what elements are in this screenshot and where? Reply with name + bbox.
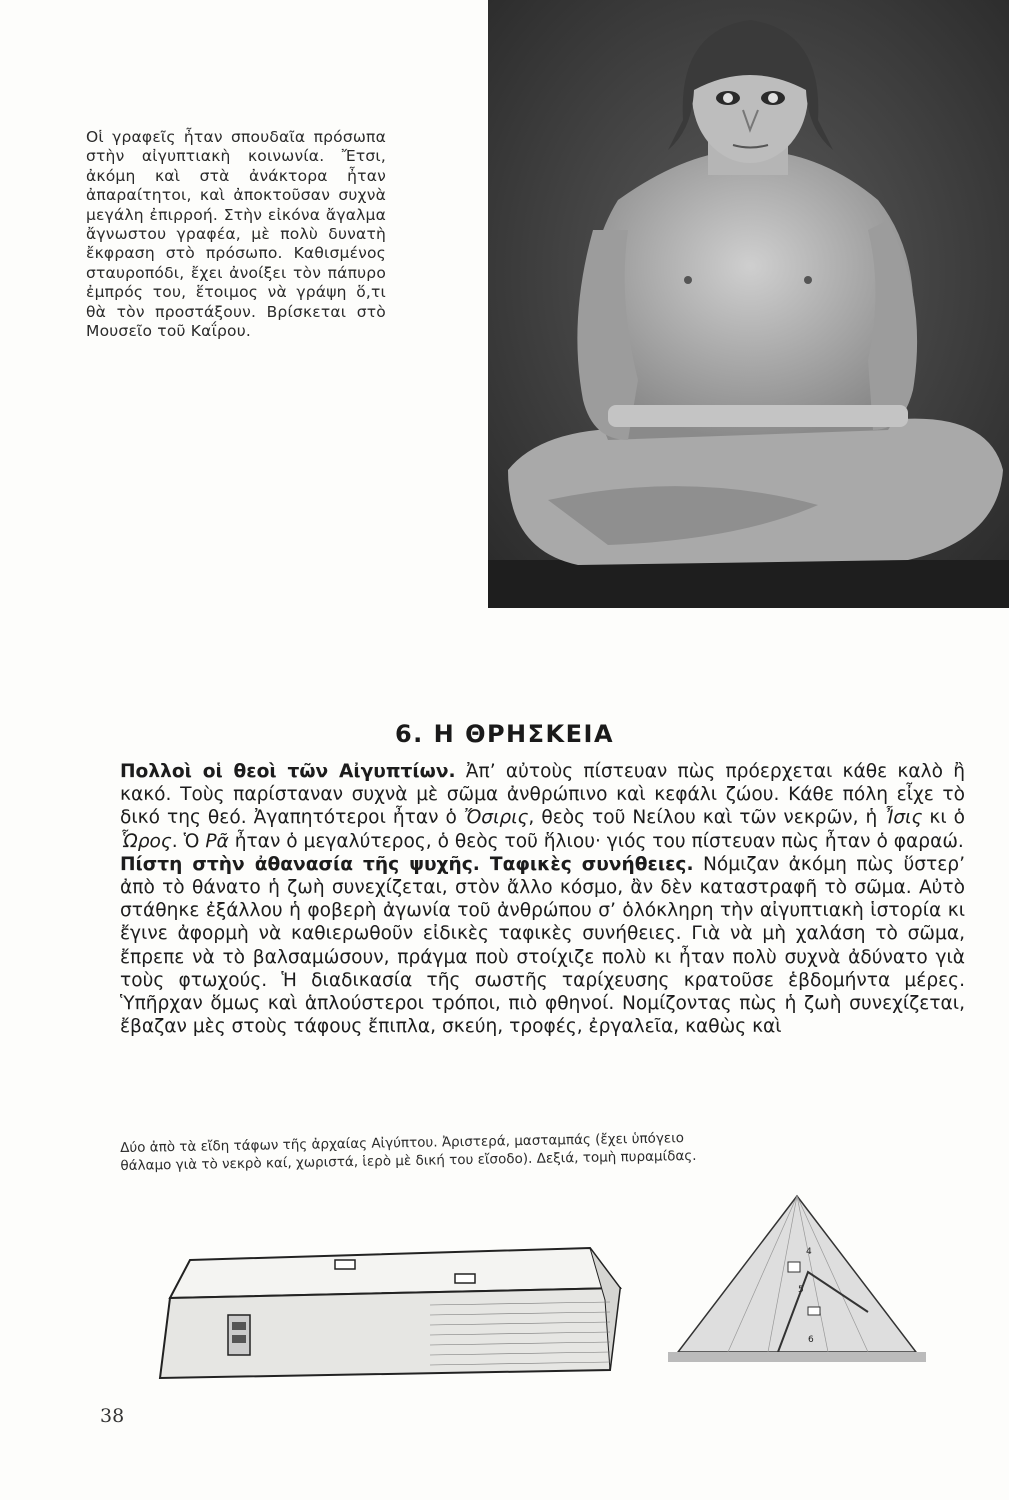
text-span: Νόμιζαν ἀκόμη πὼς ὕστερ’ ἀπὸ τὸ θάνατο ἡ ζωὴ συνεχίζεται, στὸν ἄλλο κόσμο, ἂν δὲν καταστραφῆ τὸ σῶμα. Αὐτὸ στάθηκε ἐξάλλου ἡ φοβερὴ ἀγωνία τοῦ ἀνθρώπου σ’ ὁλόκληρη τὴν αἰγυπτιακὴ ἱστορία κι ἔγινε ἀφορμὴ νὰ καθιερωθοῦν εἰδικὲς ταφικὲς συνήθειες. Γιὰ νὰ μὴ χαλάση τὸ σῶμα, ἔπρεπε νὰ τὸ βαλσαμώσουν, πράγμα ποὺ στοίχιζε πολὺ κι ἦταν πολὺ συχνὰ ἀδύνατο γιὰ τοὺς φτωχούς. Ἡ διαδικασία τῆς σωστῆς ταρίχευσης κρατοῦσε ἑβδομήντα μέρες. Ὑπῆρχαν ὅμως καὶ ἁπλούστεροι τρόποι, πιὸ φθηνοί. Νομίζοντας πὼς ἡ ζωὴ συνεχίζεται, ἔβαζαν μὲς στοὺς τάφους ἔπιπλα, σκεύη, τροφές, ἐργαλεῖα, καθὼς καὶ: [120, 853, 965, 1038]
mastaba-drawing: [150, 1230, 630, 1385]
ra-name: Ρᾶ: [205, 830, 229, 852]
paragraph-burial-heading: Πίστη στὴν ἀθανασία τῆς ψυχῆς. Ταφικὲς συνήθειες.: [120, 853, 694, 875]
paragraph-burial: [120, 853, 965, 1039]
horus-name: Ὧρος: [120, 830, 172, 852]
paragraph-gods-heading: Πολλοὶ οἱ θεοὶ τῶν Αἰγυπτίων.: [120, 761, 456, 782]
pyramid-section-drawing: [668, 1192, 926, 1362]
text-span: , θεὸς τοῦ Νείλου καὶ τῶν νεκρῶν, ἡ: [528, 807, 885, 829]
paragraph-gods: [120, 760, 965, 853]
tombs-caption: Δύο ἀπὸ τὰ εἴδη τάφων τῆς ἀρχαίας Αἰγύπτου. Ἀριστερά, μασταμπάς (ἔχει ὑπόγειο θάλαμο γιὰ τὸ νεκρὸ καί, χωριστά, ἱερὸ μὲ δική του εἴσοδο). Δεξιά, τομὴ πυραμίδας.: [120, 1130, 697, 1174]
text-span: ἦταν ὁ μεγαλύτερος, ὁ θεὸς τοῦ ἥλιου· γιός του πίστευαν πὼς ἦταν ὁ φαραώ.: [228, 830, 964, 852]
scribe-statue-photo: [488, 0, 1009, 608]
photo-caption: Οἱ γραφεῖς ἦταν σπουδαῖα πρόσωπα στὴν αἰγυπτιακὴ κοινωνία. Ἔτσι, ἀκόμη καὶ στὰ ἀνάκτορα ἦταν ἀπαραίτητοι, καὶ ἀποκτοῦσαν συχνὰ μεγάλη ἐπιρροή. Στὴν εἰκόνα ἄγαλμα ἄγνωστου γραφέα, μὲ πολὺ δυνατὴ ἔκφραση στὸ πρόσωπο. Καθισμένος σταυροπόδι, ἔχει ἀνοίξει τὸν πάπυρο ἐμπρός του, ἕτοιμος νὰ γράψη ὅ,τι θὰ τὸν προστάξουν. Βρίσκεται στὸ Μουσεῖο τοῦ Καΐρου.: [86, 128, 386, 341]
pyramid-label-4: 4: [806, 1247, 812, 1257]
pyramid-label-5: 5: [798, 1285, 804, 1295]
text-span: . Ὁ: [171, 830, 206, 852]
osiris-name: Ὄσιρις: [463, 807, 529, 829]
isis-name: Ἶσις: [884, 807, 923, 829]
page-number: 38: [100, 1405, 125, 1427]
section-heading: 6. Η ΘΡΗΣΚΕΙΑ: [394, 720, 615, 748]
text-span: Ἀπ’ αὐτοὺς πίστευαν πὼς πρόερχεται κάθε καλὸ ἢ κακό. Τοὺς παρίσταναν συχνὰ μὲ σῶμα ἀνθρώπινο καὶ κεφάλι ζώου. Κάθε πόλη εἶχε τὸ δικό της θεό. Ἀγαπητότεροι ἦταν ὁ: [120, 761, 966, 829]
text-span: κι ὁ: [922, 807, 966, 829]
body-text: [120, 760, 965, 1038]
pyramid-label-6: 6: [808, 1335, 814, 1345]
